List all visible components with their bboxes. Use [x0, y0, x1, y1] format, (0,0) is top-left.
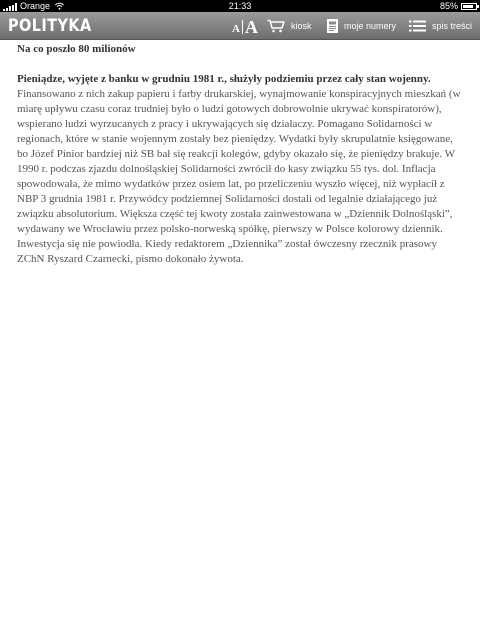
toc-button[interactable]	[409, 16, 472, 36]
article-content	[17, 41, 463, 267]
status-time: 21:33	[228, 1, 252, 11]
kiosk-button[interactable]	[267, 16, 312, 36]
status-right	[440, 0, 477, 12]
article-body: Finansowano z nich zakup papieru i farby drukarskiej, wynajmowanie konspiracyjnych mieszkań (w miarę upływu czasu coraz trudniej było o ludzi gotowych dobrowolnie ukrywać konspiratorów), wspierano ludzi wyrzucanych z pracy i ukrywających się działaczy. Pomagano Solidarności w regionach, które w stanie wojennym zostały bez pieniędzy. Wydatki były skrupulatnie księgowane, bo Józef Pinior bardziej niż SB bał się reakcji kolegów, gdyby okazało się, że pieniędzy brakuje. W 1990 r. podczas zjazdu dolnośląskiej Solidarności zwrócił do kasy związku 55 tys. dol. Inflacja spowodowała, że mimo wydatków przez osiem lat, po przeliczeniu wyszło więcej, niż wypłacił z NBP 3 grudnia 1981 r. Przywódcy podziemnej Solidarności dostali od legalnie działającego już związku absolutorium. Większa część tej kwoty została zainwestowana w „Dziennik Dolnośląski”, wydawany we Wrocławiu przez polsko-norweską spółkę, pierwszy w Polsce kolorowy dziennik. Inwestycja się nie powiodła. Kiedy redaktorem „Dziennika” został ówczesny rzecznik prasowy ZChN Ryszard Czarnecki, pismo dokonało żywota.	[17, 88, 461, 265]
font-small-label: A	[232, 23, 240, 35]
font-size-divider	[242, 20, 243, 34]
carrier-name: Orange	[20, 1, 51, 11]
toc-label: spis treści	[432, 21, 473, 31]
kiosk-label: kiosk	[291, 21, 312, 31]
my-issues-label: moje numery	[344, 21, 397, 31]
cart-icon	[267, 19, 285, 33]
my-issues-button[interactable]	[327, 16, 396, 36]
app-logo: POLITYKA	[8, 16, 92, 36]
magazine-icon	[327, 19, 338, 33]
font-size-button[interactable]	[232, 16, 258, 36]
battery-icon	[461, 3, 477, 10]
article-heading: Na co poszło 80 milionów	[17, 43, 136, 55]
status-bar	[0, 0, 480, 12]
article-paragraph	[17, 72, 463, 267]
font-large-label: A	[244, 17, 258, 37]
battery-percent: 85%	[439, 1, 458, 11]
app-toolbar	[0, 12, 480, 40]
article-lead: Pieniądze, wyjęte z banku w grudniu 1981 r., służyły podziemiu przez cały stan wojenny.	[17, 73, 431, 85]
battery-fill	[463, 5, 473, 8]
list-icon	[409, 20, 426, 32]
